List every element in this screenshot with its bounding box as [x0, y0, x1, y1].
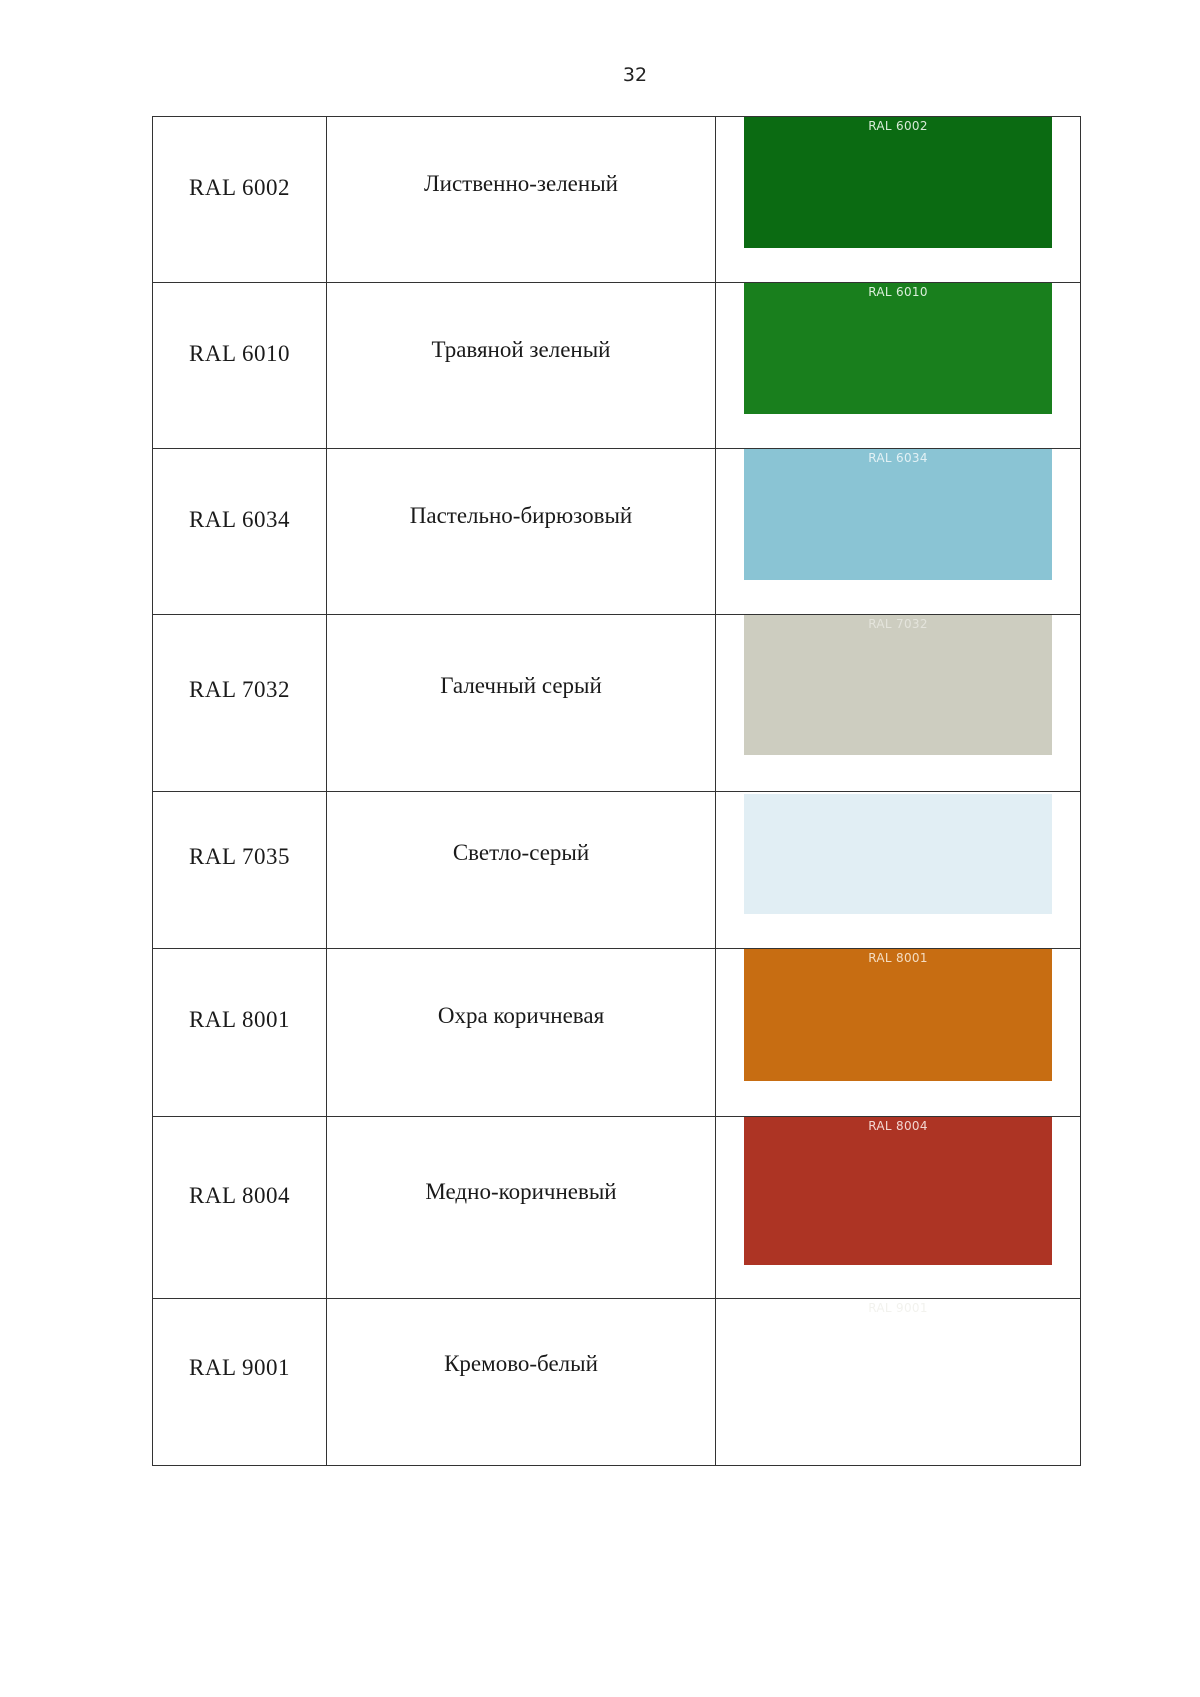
ral-code-cell	[153, 949, 327, 1117]
table-row	[153, 1299, 1081, 1466]
swatch-label: RAL 9001	[868, 1301, 928, 1315]
color-name: Кремово-белый	[444, 1351, 598, 1376]
swatch-cell	[716, 283, 1081, 449]
color-name: Лиственно-зеленый	[424, 171, 618, 196]
color-name-cell	[327, 1299, 716, 1466]
swatch-cell	[716, 1117, 1081, 1299]
color-name: Пастельно-бирюзовый	[409, 503, 633, 528]
color-name: Светло-серый	[452, 840, 590, 865]
color-name-cell	[327, 117, 716, 283]
color-name-cell	[327, 283, 716, 449]
table-row	[153, 117, 1081, 283]
swatch-label: RAL 6034	[868, 451, 928, 465]
color-name: Охра коричневая	[437, 1003, 605, 1028]
color-name: Медно-коричневый	[425, 1179, 617, 1204]
color-swatch	[744, 283, 1052, 414]
ral-code: RAL 8001	[189, 1007, 290, 1032]
color-name-cell	[327, 949, 716, 1117]
table-row	[153, 792, 1081, 949]
swatch-label: RAL 8001	[868, 951, 928, 965]
ral-code: RAL 9001	[189, 1355, 290, 1380]
ral-code-cell	[153, 117, 327, 283]
swatch-cell	[716, 1299, 1081, 1466]
color-swatch	[744, 615, 1052, 755]
color-swatch	[744, 1117, 1052, 1265]
ral-code-cell	[153, 449, 327, 615]
color-name: Галечный серый	[440, 673, 602, 698]
table-row	[153, 283, 1081, 449]
swatch-label: RAL 7032	[868, 617, 928, 631]
color-swatch	[744, 1299, 1052, 1429]
swatch-cell	[716, 792, 1081, 949]
color-swatch	[744, 117, 1052, 248]
color-name-cell	[327, 615, 716, 792]
swatch-label: RAL 8004	[868, 1119, 928, 1133]
ral-code-cell	[153, 283, 327, 449]
table-row	[153, 1117, 1081, 1299]
color-swatch	[744, 949, 1052, 1081]
swatch-label: RAL 6002	[868, 119, 928, 133]
swatch-cell	[716, 449, 1081, 615]
swatch-cell	[716, 949, 1081, 1117]
ral-color-table	[152, 116, 1081, 1466]
color-name: Травяной зеленый	[431, 337, 611, 362]
table-row	[153, 949, 1081, 1117]
table-row	[153, 449, 1081, 615]
color-name-cell	[327, 792, 716, 949]
ral-code: RAL 6034	[189, 507, 290, 532]
swatch-label: RAL 6010	[868, 285, 928, 299]
ral-code-cell	[153, 1117, 327, 1299]
ral-code: RAL 6002	[189, 175, 290, 200]
color-name-cell	[327, 1117, 716, 1299]
ral-code: RAL 8004	[189, 1183, 290, 1208]
ral-code-cell	[153, 792, 327, 949]
swatch-cell	[716, 117, 1081, 283]
color-name-cell	[327, 449, 716, 615]
color-swatch	[744, 794, 1052, 914]
page-number: 32	[622, 64, 648, 86]
ral-code: RAL 6010	[189, 341, 290, 366]
table-row	[153, 615, 1081, 792]
ral-code: RAL 7035	[189, 844, 290, 869]
ral-code-cell	[153, 1299, 327, 1466]
ral-code: RAL 7032	[189, 677, 290, 702]
ral-code-cell	[153, 615, 327, 792]
swatch-cell	[716, 615, 1081, 792]
color-swatch	[744, 449, 1052, 580]
